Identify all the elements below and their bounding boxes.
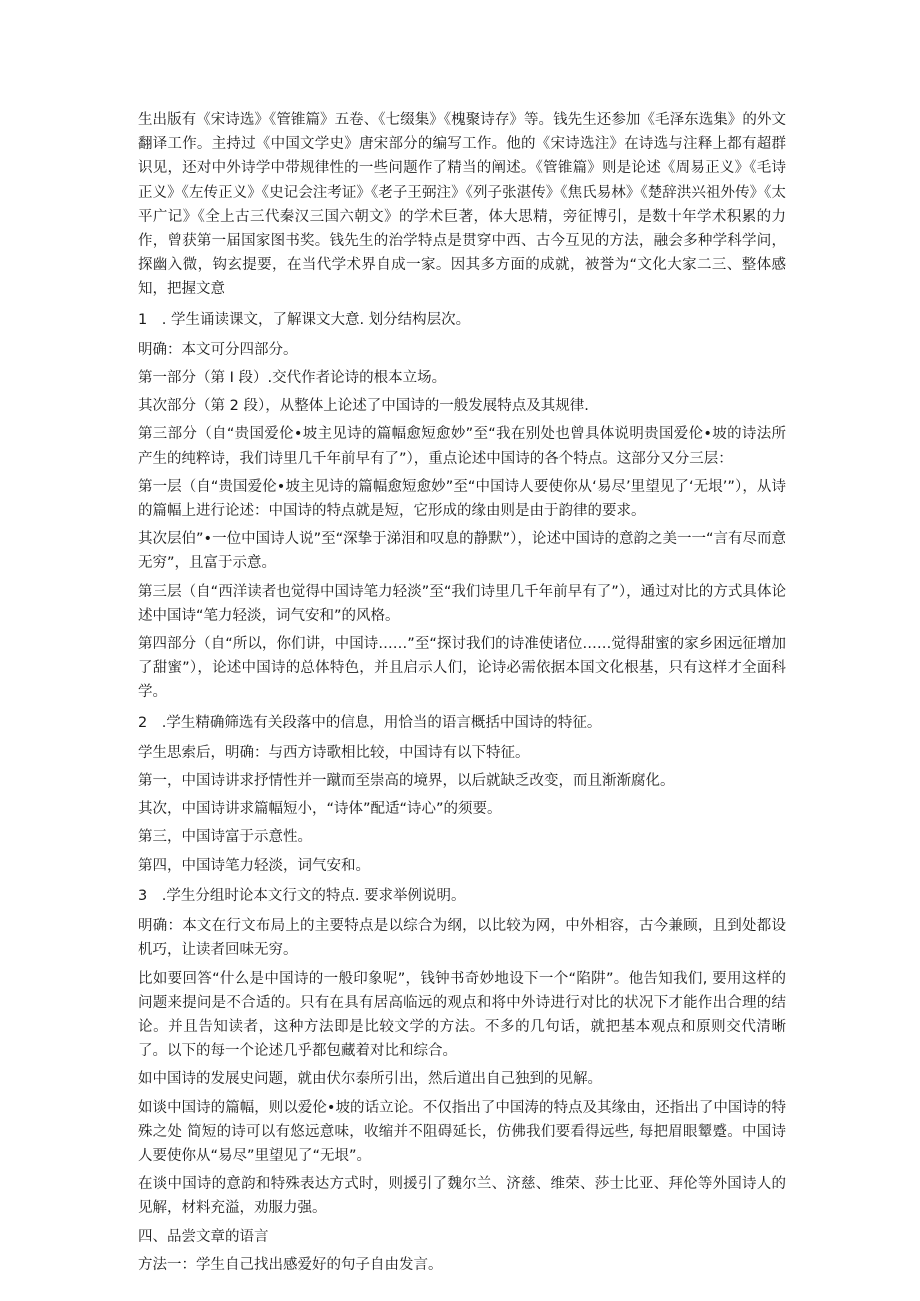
paragraph: 第一层（自“贵国爱伦•坡主见诗的篇幅愈短愈妙”至“中国诗人要使你从‘易尽’里望见了‘无垠’”），从诗的篇幅上进行论述：中国诗的特点就是短，它形成的缘由则是由于韵律的要求。 bbox=[138, 478, 786, 520]
section-heading: 四、品尝文章的语言 bbox=[138, 1228, 269, 1245]
paragraph: 比如要回答“什么是中国诗的一般印象呢”，钱钟书奇妙地设下一个“陷阱”。他告知我们, 要用这样的问题来提问是不合适的。只有在具有居高临远的观点和将中外诗进行对比的状况下才能作出合理的结论。并且告知读者，这种方法即是比较文学的方法。不多的几句话，就把基本观点和原则交代清晰了。以下的每一个论述几乎都包藏着对比和综合。 bbox=[138, 970, 786, 1060]
paragraph: 其次层伯”•一位中国诗人说”至“深挚于涕泪和叹息的静默”），论述中国诗的意韵之美一一“言有尽而意无穷”，且富于示意。 bbox=[138, 531, 786, 572]
paragraph: 如谈中国诗的篇幅，则以爱伦•坡的话立论。不仅指出了中国涛的特点及其缘由，还指出了中国诗的特殊之处 简短的诗可以有悠远意味，收缩并不阻碍延长，仿佛我们要看得远些, 每把眉眼颦蹙。中国诗人要使你从“易尽”里望见了“无垠”。 bbox=[138, 1099, 786, 1164]
paragraph: 第三部分（自“贵国爱伦•坡主见诗的篇幅愈短愈妙”至“我在别处也曾具体说明贵国爱伦•坡的诗法所产生的纯粹诗，我们诗里几千年前早有了”），重点论述中国诗的各个特点。这部分又分三层： bbox=[138, 426, 786, 467]
paragraph: 其次部分（第 2 段），从整体上论述了中国诗的一般发展特点及其规律. bbox=[138, 398, 589, 415]
paragraph: 第一，中国诗讲求抒情性并一蹴而至崇高的境界，以后就缺乏改变，而且渐渐腐化。 bbox=[138, 773, 675, 790]
paragraph: 方法一：学生自己找出感爱好的句子自由发言。 bbox=[138, 1256, 443, 1273]
intro-paragraph: 生出版有《宋诗选》《管锥篇》五卷、《七缀集》《槐聚诗存》等。钱先生还参加《毛泽东选集》的外文翻译工作。主持过《中国文学史》唐宋部分的编写工作。他的《宋诗选注》在诗选与注释上都有超群识见，还对中外诗学中带规律性的一些问题作了精当的阐述。《管锥篇》则是论述《周易正义》《毛诗正义》《左传正义》《史记会注考证》《老子王弼注》《列子张湛传》《焦氏易林》《楚辞洪兴祖外传》《太平广记》《全上古三代秦汉三国六朝文》的学术巨著，体大思精，旁征博引，是数十年学术积累的力作，曾获第一届国家图书奖。钱先生的治学特点是贯穿中西、古今互见的方法，融会多种学科学问，探幽入微，钩玄提要，在当代学术界自成一家。因其多方面的成就，被誉为“文化大家二三、整体感知，把握文意 bbox=[138, 112, 786, 298]
task-2-heading: 2 .学生精确筛选有关段落中的信息，用恰当的语言概括中国诗的特征。 bbox=[138, 714, 602, 731]
task-3-heading: 3 .学生分组时论本文行文的特点. 要求举例说明。 bbox=[138, 887, 466, 904]
paragraph: 第四部分（自“所以，你们讲，中国诗……”至“探讨我们的诗准使诸位……觉得甜蜜的家乡困远征增加了甜蜜”），论述中国诗的总体特色，并且启示人们，论诗必需依据本国文化根基，只有这样才全面科学。 bbox=[138, 636, 786, 701]
paragraph: 如中国诗的发展史问题，就由伏尔泰所引出，然后道出自己独到的见解。 bbox=[138, 1071, 602, 1088]
paragraph: 明确：本文在行文布局上的主要特点是以综合为纲，以比较为网，中外相容，古今兼顾，且到处都设机巧，让读者回味无穷。 bbox=[138, 918, 786, 959]
paragraph: 第三层（自“西洋读者也觉得中国诗笔力轻淡”至“我们诗里几千年前早有了”），通过对比的方式具体论述中国诗“笔力轻淡，词气安和”的风格。 bbox=[138, 583, 786, 624]
paragraph: 学生思索后，明确：与西方诗歌相比较，中国诗有以下特征。 bbox=[138, 744, 530, 761]
paragraph: 明确：本文可分四部分。 bbox=[138, 341, 298, 358]
paragraph: 第一部分（第 I 段）.交代作者论诗的根本立场。 bbox=[138, 370, 447, 387]
paragraph: 在谈中国诗的意韵和特殊表达方式时，则援引了魏尔兰、济慈、维荣、莎士比亚、拜伦等外国诗人的见解，材料充溢，劝服力强。 bbox=[138, 1176, 786, 1217]
document-body bbox=[138, 108, 786, 1277]
paragraph: 其次，中国诗讲求篇幅短小，“诗体”配适“诗心”的须要。 bbox=[138, 801, 502, 818]
task-1-heading: 1 . 学生诵读课文，了解课文大意. 划分结构层次。 bbox=[138, 311, 471, 328]
paragraph: 第四，中国诗笔力轻淡，词气安和。 bbox=[138, 857, 370, 874]
paragraph: 第三，中国诗富于示意性。 bbox=[138, 829, 312, 846]
